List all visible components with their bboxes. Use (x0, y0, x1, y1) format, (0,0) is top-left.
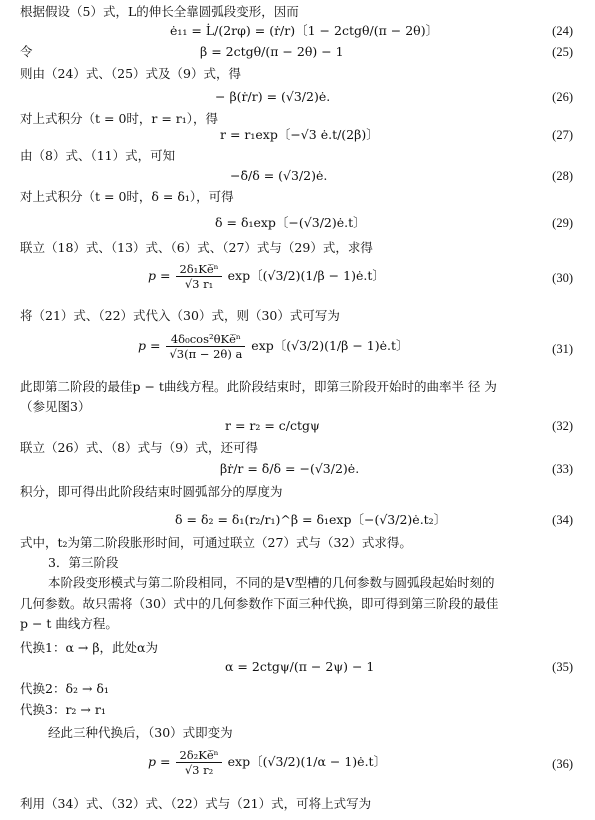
equation-rhs: exp〔(√3/2)(1/β − 1)ė.t〕 (251, 338, 409, 353)
paragraph-line: 积分，即可得出此阶段结束时圆弧部分的厚度为 (20, 484, 283, 499)
fraction (176, 748, 221, 777)
equation-34: δ = δ₂ = δ₁(r₂/r₁)^β = δ₁exp〔−(√3/2)ė.t₂〕 (175, 512, 447, 527)
equation-rhs: exp〔(√3/2)(1/α − 1)ė.t〕 (227, 754, 387, 769)
equation-26: − β(ṙ/r) = (√3/2)ė. (215, 89, 331, 104)
paragraph-line: 根据假设（5）式，L的伸长全靠圆弧段变形，因而 (20, 4, 299, 19)
paragraph-line: 则由（24）式、（25）式及（9）式，得 (20, 66, 242, 81)
paragraph-line: 将（21）式、（22）式代入（30）式，则（30）式可写为 (20, 308, 340, 323)
fraction-denominator: √3 r₂ (184, 763, 214, 777)
paragraph-line: 代换1：α → β，此处α为 (20, 640, 158, 655)
equation-number: (34) (552, 513, 573, 527)
fraction-numerator: 4δ₀cos²θKė̅ⁿ (166, 332, 245, 347)
equation-28: −δ̇/δ = (√3/2)ė. (230, 168, 328, 183)
equation-number: (26) (552, 90, 573, 104)
fraction-denominator: √3(π − 2θ) a (169, 347, 243, 361)
fraction-denominator: √3 r₁ (184, 277, 214, 291)
paragraph-line: 代换2：δ₂ → δ₁ (20, 681, 109, 696)
equation-35: α = 2ctgψ/(π − 2ψ) − 1 (225, 659, 375, 674)
equation-number: (25) (552, 45, 573, 59)
paragraph-line: p − t 曲线方程。 (20, 616, 118, 631)
paragraph-line: 联立（18）式、（13）式、（6）式、（27）式与（29）式，求得 (20, 240, 373, 255)
equation-33: βṙ/r = δ̇/δ = −(√3/2)ė. (220, 461, 360, 476)
paragraph-line: 此即第二阶段的最佳p − t曲线方程。此阶段结束时，即第三阶段开始时的曲率半 径 为 (20, 379, 497, 394)
paragraph-line: 经此三种代换后，（30）式即变为 (48, 725, 233, 740)
paragraph-line: 令 (20, 44, 33, 59)
equation-number: (27) (552, 128, 573, 142)
paragraph-line: 由（8）式、（11）式，可知 (20, 148, 176, 163)
equation-lhs: p = (138, 338, 161, 353)
paragraph-line: 代换3：r₂ → r₁ (20, 702, 106, 717)
equation-lhs: p = (148, 754, 171, 769)
paragraph-line: 对上式积分（t = 0时，r = r₁），得 (20, 111, 219, 126)
equation-number: (32) (552, 419, 573, 433)
paragraph-line: 本阶段变形模式与第二阶段相同，不同的是V型槽的几何参数与圆弧段起始时刻的 (48, 575, 495, 590)
paragraph-line: 几何参数。故只需将（30）式中的几何参数作下面三种代换，即可得到第三阶段的最佳 (20, 596, 499, 611)
equation-24: ė₁₁ = L̇/(2rφ) = (ṙ/r)〔1 − 2ctgθ/(π − 2θ)〕 (170, 23, 439, 38)
equation-25: β = 2ctgθ/(π − 2θ) − 1 (200, 44, 344, 59)
equation-number: (28) (552, 169, 573, 183)
equation-29: δ = δ₁exp〔−(√3/2)ė.t〕 (215, 215, 366, 230)
equation-30 (148, 262, 385, 291)
equation-number: (36) (552, 757, 573, 771)
equation-number: (35) (552, 660, 573, 674)
equation-27: r = r₁exp〔−√3 ė.t/(2β)〕 (220, 127, 379, 142)
fraction (176, 262, 221, 291)
fraction-numerator: 2δ₂Kė̅ⁿ (176, 748, 221, 763)
paragraph-line: 联立（26）式、（8）式与（9）式，还可得 (20, 440, 259, 455)
equation-36 (148, 748, 386, 777)
equation-number: (29) (552, 216, 573, 230)
equation-number: (24) (552, 24, 573, 38)
equation-number: (31) (552, 342, 573, 356)
equation-31 (138, 332, 409, 361)
equation-number: (33) (552, 462, 573, 476)
paragraph-line: 式中，t₂为第二阶段胀形时间，可通过联立（27）式与（32）式求得。 (20, 535, 412, 550)
fraction-numerator: 2δ₁Kė̅ⁿ (176, 262, 221, 277)
section-heading: 3．第三阶段 (48, 555, 119, 570)
paragraph-line: （参见图3） (20, 399, 91, 414)
equation-32: r = r₂ = c/ctgψ (225, 418, 320, 433)
equation-number: (30) (552, 271, 573, 285)
equation-lhs: p = (148, 268, 171, 283)
equation-rhs: exp〔(√3/2)(1/β − 1)ė.t〕 (227, 268, 385, 283)
paragraph-line: 利用（34）式、（32）式、（22）式与（21）式，可将上式写为 (20, 796, 372, 811)
fraction (166, 332, 245, 361)
paragraph-line: 对上式积分（t = 0时，δ = δ₁），可得 (20, 189, 234, 204)
